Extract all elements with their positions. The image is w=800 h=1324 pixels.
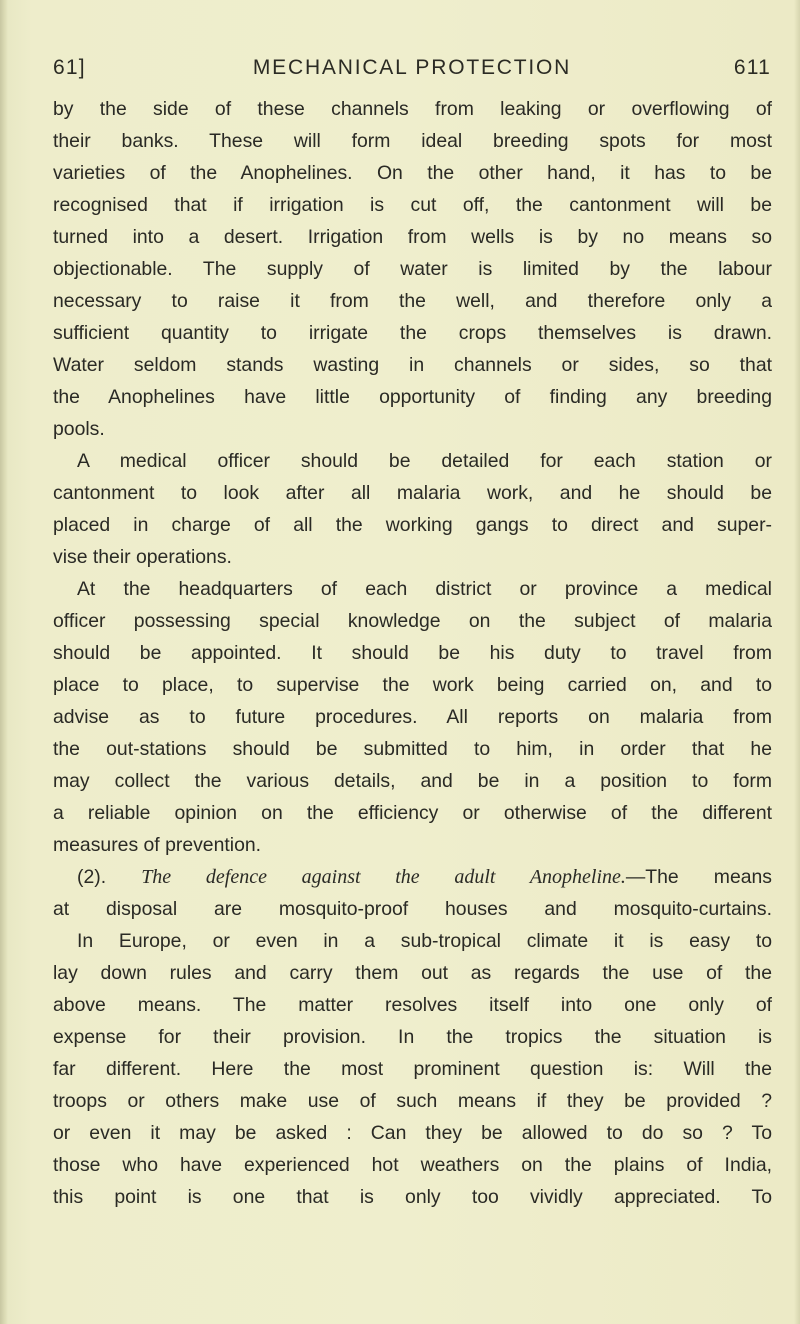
section-heading-line bbox=[53, 861, 772, 893]
text-line: by the side of these channels from leaking or overflowing of bbox=[53, 98, 772, 120]
text-line: cantonment to look after all malaria work, and he should be bbox=[53, 482, 772, 504]
text-line: In Europe, or even in a sub-tropical climate it is easy to bbox=[77, 930, 772, 952]
text-line: or even it may be asked : Can they be allowed to do so ? To bbox=[53, 1122, 772, 1144]
text-line: objectionable. The supply of water is limited by the labour bbox=[53, 258, 772, 280]
text-line: far different. Here the most prominent question is: Will the bbox=[53, 1058, 772, 1080]
text-line: troops or others make use of such means if they be provided ? bbox=[53, 1090, 772, 1112]
text-line: measures of prevention. bbox=[53, 834, 262, 856]
text-line: advise as to future procedures. All reports on malaria from bbox=[53, 706, 772, 728]
page-gutter-shadow bbox=[0, 0, 8, 1324]
text-line: turned into a desert. Irrigation from wells is by no means so bbox=[53, 226, 772, 248]
text-line: varieties of the Anophelines. On the other hand, it has to be bbox=[53, 162, 772, 184]
page-number-left: 61] bbox=[53, 56, 86, 79]
text-line: a reliable opinion on the efficiency or otherwise of the different bbox=[53, 802, 772, 824]
text-line: their banks. These will form ideal breeding spots for most bbox=[53, 130, 772, 152]
running-title: MECHANICAL PROTECTION bbox=[252, 56, 572, 79]
page-number-right: 611 bbox=[733, 56, 771, 79]
page-edge-shadow bbox=[794, 0, 800, 1324]
text-line: officer possessing special knowledge on the subject of malaria bbox=[53, 610, 772, 632]
text-line: lay down rules and carry them out as regards the use of the bbox=[53, 962, 772, 984]
text-line: the Anophelines have little opportunity of finding any breeding bbox=[53, 386, 772, 408]
heading-continuation: —The means bbox=[625, 866, 772, 888]
text-line: At the headquarters of each district or province a medical bbox=[77, 578, 772, 600]
page-header bbox=[53, 56, 771, 90]
body-text bbox=[53, 93, 772, 1213]
text-line: expense for their provision. In the tropics the situation is bbox=[53, 1026, 772, 1048]
text-line: necessary to raise it from the well, and therefore only a bbox=[53, 290, 772, 312]
text-line: pools. bbox=[53, 418, 105, 440]
text-line: A medical officer should be detailed for each station or bbox=[77, 450, 772, 472]
text-line: should be appointed. It should be his duty to travel from bbox=[53, 642, 772, 664]
text-line: sufficient quantity to irrigate the crops themselves is drawn. bbox=[53, 322, 772, 344]
section-number: (2). bbox=[77, 866, 107, 888]
text-line: the out-stations should be submitted to him, in order that he bbox=[53, 738, 772, 760]
text-line: at disposal are mosquito-proof houses and mosquito-curtains. bbox=[53, 898, 772, 920]
text-line: Water seldom stands wasting in channels or sides, so that bbox=[53, 354, 772, 376]
text-line: vise their operations. bbox=[53, 546, 232, 568]
text-line: above means. The matter resolves itself into one only of bbox=[53, 994, 772, 1016]
text-line: placed in charge of all the working gangs to direct and super- bbox=[53, 514, 772, 536]
italic-heading: The defence against the adult Anopheline. bbox=[141, 866, 626, 888]
text-line: recognised that if irrigation is cut off, the cantonment will be bbox=[53, 194, 772, 216]
text-line: those who have experienced hot weathers on the plains of India, bbox=[53, 1154, 772, 1176]
text-line: this point is one that is only too vividly appreciated. To bbox=[53, 1186, 772, 1208]
text-line: place to place, to supervise the work being carried on, and to bbox=[53, 674, 772, 696]
text-line: may collect the various details, and be in a position to form bbox=[53, 770, 772, 792]
